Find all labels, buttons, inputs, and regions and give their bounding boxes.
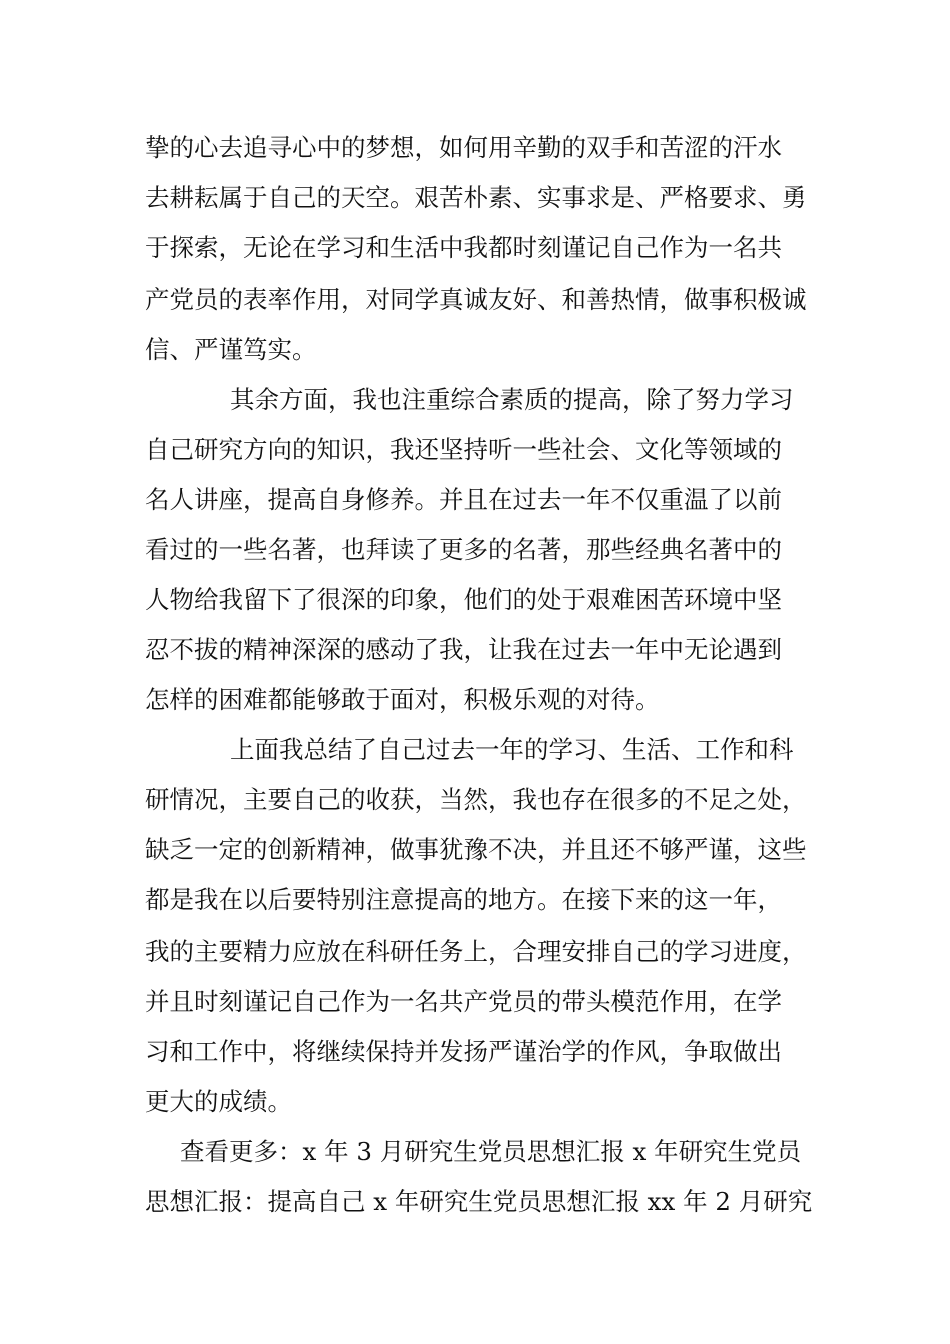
- body-line: 忍不拔的精神深深的感动了我，让我在过去一年中无论遇到: [145, 635, 782, 664]
- see-more-line: 思想汇报：提高自己 x 年研究生党员思想汇报 xx 年 2 月研究: [145, 1187, 813, 1216]
- body-line: 自己研究方向的知识，我还坚持听一些社会、文化等领域的: [145, 435, 782, 464]
- body-line: 去耕耘属于自己的天空。艰苦朴素、实事求是、严格要求、勇: [145, 183, 807, 212]
- see-more-line: 查看更多：x 年 3 月研究生党员思想汇报 x 年研究生党员: [180, 1137, 802, 1166]
- body-line: 人物给我留下了很深的印象，他们的处于艰难困苦环境中坚: [145, 585, 782, 614]
- body-line: 挚的心去追寻心中的梦想，如何用辛勤的双手和苦涩的汗水: [145, 133, 782, 162]
- body-line: 并且时刻谨记自己作为一名共产党员的带头模范作用，在学: [145, 987, 782, 1016]
- body-line: 习和工作中，将继续保持并发扬严谨治学的作风，争取做出: [145, 1037, 782, 1066]
- body-line: 我的主要精力应放在科研任务上，合理安排自己的学习进度，: [145, 937, 807, 966]
- body-line: 信、严谨笃实。: [145, 335, 317, 364]
- body-line: 缺乏一定的创新精神，做事犹豫不决，并且还不够严谨，这些: [145, 835, 807, 864]
- paragraph-start-line: 上面我总结了自己过去一年的学习、生活、工作和科: [230, 735, 794, 764]
- body-line: 研情况，主要自己的收获，当然，我也存在很多的不足之处，: [145, 785, 807, 814]
- body-line: 产党员的表率作用，对同学真诚友好、和善热情，做事积极诚: [145, 285, 807, 314]
- body-line: 都是我在以后要特别注意提高的地方。在接下来的这一年，: [145, 885, 782, 914]
- body-line: 名人讲座，提高自身修养。并且在过去一年不仅重温了以前: [145, 485, 782, 514]
- body-line: 更大的成绩。: [145, 1087, 292, 1116]
- body-line: 于探索，无论在学习和生活中我都时刻谨记自己作为一名共: [145, 233, 782, 262]
- paragraph-start-line: 其余方面，我也注重综合素质的提高，除了努力学习: [230, 385, 794, 414]
- body-line: 看过的一些名著，也拜读了更多的名著，那些经典名著中的: [145, 535, 782, 564]
- body-line: 怎样的困难都能够敢于面对，积极乐观的对待。: [145, 685, 660, 714]
